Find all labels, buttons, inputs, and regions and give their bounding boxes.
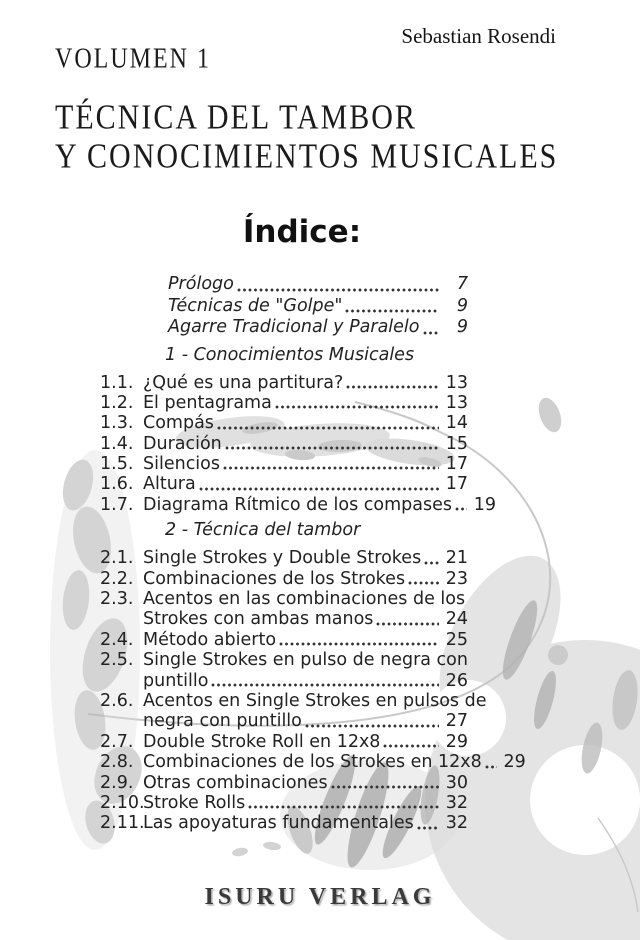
volume-label: VOLUMEN 1 <box>55 44 211 75</box>
entry-title: Silencios <box>143 454 220 475</box>
author-name: Sebastian Rosendi <box>401 24 556 48</box>
front-matter-entry <box>168 274 468 296</box>
dot-leader <box>408 581 439 585</box>
front-matter-list <box>100 274 468 339</box>
toc-entry-row <box>100 393 468 413</box>
entry-page-number: 19 <box>473 494 497 515</box>
dot-leader <box>424 561 439 565</box>
table-of-contents <box>100 274 526 834</box>
dot-leader <box>331 785 439 789</box>
entry-page-number: 14 <box>445 413 468 434</box>
entry-number: 1.3. <box>100 413 134 434</box>
entry-title: ¿Qué es una partitura? <box>143 372 344 393</box>
dot-leader <box>485 765 497 769</box>
dot-leader <box>346 385 439 389</box>
entry-title: Combinaciones de los Strokes en 12x8 <box>143 752 482 773</box>
dot-leader <box>455 507 467 511</box>
entry-title: Agarre Tradicional y Paralelo <box>168 317 420 337</box>
toc-entry-row <box>100 630 468 650</box>
entry-page-number: 26 <box>445 670 468 691</box>
dot-leader <box>223 466 439 470</box>
entry-page-number: 30 <box>445 772 468 793</box>
toc-entry-row <box>100 711 468 731</box>
entry-number: 2.9. <box>100 772 134 793</box>
book-title <box>55 98 558 176</box>
dot-leader <box>383 744 439 748</box>
dot-leader <box>211 683 439 687</box>
entry-number: 1.6. <box>100 474 134 495</box>
toc-entry-row <box>100 569 468 589</box>
dot-leader <box>305 724 439 728</box>
entry-number: 1.4. <box>100 433 134 454</box>
entry-page-number: 27 <box>445 711 468 732</box>
toc-entry-row <box>100 454 468 474</box>
entry-page-number: 13 <box>445 372 468 393</box>
entry-title: Diagrama Rítmico de los compases <box>143 494 453 515</box>
entry-page-number: 25 <box>445 629 468 650</box>
toc-entry-row <box>100 548 468 568</box>
dot-leader <box>279 642 439 646</box>
entry-page-number: 29 <box>503 752 526 773</box>
toc-entry-row <box>100 609 468 629</box>
dot-leader <box>376 622 439 626</box>
toc-entry-row <box>100 373 468 393</box>
entry-number: 2.10. <box>100 792 145 813</box>
entry-page-number: 32 <box>445 813 468 834</box>
entry-page-number: 17 <box>445 454 468 475</box>
entry-page-number: 9 <box>456 317 468 337</box>
book-title-line1: TÉCNICA DEL TAMBOR <box>55 98 417 137</box>
entry-page-number: 9 <box>456 295 468 316</box>
dot-leader <box>237 288 439 292</box>
toc-entry-row <box>100 474 468 494</box>
entry-page-number: 29 <box>445 731 468 752</box>
section-entry-list <box>100 372 497 516</box>
toc-entry-row <box>100 494 497 515</box>
publisher-logo: ISURU VERLAG <box>204 884 436 910</box>
entry-title: Double Stroke Roll en 12x8 <box>143 731 381 752</box>
entry-title: Acentos en Single Strokes en pulsos de <box>143 690 487 711</box>
dot-leader <box>199 487 439 491</box>
entry-title: Combinaciones de los Strokes <box>143 568 406 589</box>
toc-entry-row <box>100 650 468 670</box>
entry-title: puntillo <box>143 670 209 691</box>
entry-number: 1.2. <box>100 392 134 413</box>
entry-title: Prólogo <box>168 274 234 294</box>
entry-title: Otras combinaciones <box>143 772 328 793</box>
toc-entry-row <box>100 671 468 691</box>
entry-title: Stroke Rolls <box>143 792 246 813</box>
entry-number: 2.11. <box>100 813 145 834</box>
dot-leader <box>225 446 439 450</box>
entry-number: 2.7. <box>100 731 134 752</box>
book-title-line2: Y CONOCIMIENTOS MUSICALES <box>55 136 559 176</box>
entry-page-number: 13 <box>445 392 468 413</box>
entry-page-number: 17 <box>445 474 468 495</box>
toc-entry-row <box>100 752 526 773</box>
entry-title: Duración <box>143 433 222 454</box>
toc-sections <box>100 344 526 834</box>
entry-number: 2.1. <box>100 548 134 569</box>
entry-number: 2.3. <box>100 589 134 610</box>
section-heading: 2 - Técnica del tambor <box>165 520 361 541</box>
entry-title: Single Strokes y Double Strokes <box>143 548 422 569</box>
toc-entry-row <box>100 413 468 433</box>
entry-title: Método abierto <box>143 629 277 650</box>
entry-title: El pentagrama <box>143 392 272 413</box>
entry-title: Técnicas de "Golpe" <box>168 295 343 316</box>
entry-number: 2.6. <box>100 690 134 711</box>
entry-page-number: 24 <box>445 609 468 630</box>
dot-leader <box>423 331 440 335</box>
index-heading: Índice: <box>242 214 362 250</box>
entry-title: Single Strokes en pulso de negra con <box>143 650 468 671</box>
front-matter-entry <box>168 296 468 318</box>
toc-entry-row <box>100 434 468 454</box>
dot-leader <box>345 309 439 313</box>
entry-number: 2.5. <box>100 650 134 671</box>
entry-title: Strokes con ambas manos <box>143 609 374 630</box>
entry-number: 1.1. <box>100 372 134 393</box>
toc-entry-row <box>100 732 468 752</box>
section-heading: 1 - Conocimientos Musicales <box>165 344 415 365</box>
entry-page-number: 32 <box>445 792 468 813</box>
entry-title: Compás <box>143 413 214 434</box>
entry-title: Acentos en las combinaciones de los <box>143 589 466 610</box>
front-matter-entry <box>168 317 468 339</box>
toc-entry-row <box>100 690 487 711</box>
entry-title: Las apoyaturas fundamentales <box>143 813 414 834</box>
dot-leader <box>217 426 439 430</box>
section-entry-list <box>100 548 526 834</box>
entry-page-number: 21 <box>445 548 468 569</box>
entry-page-number: 23 <box>445 568 468 589</box>
entry-title: Altura <box>143 474 196 495</box>
toc-entry-row <box>100 813 468 833</box>
entry-number: 1.5. <box>100 454 134 475</box>
toc-entry-row <box>100 773 468 793</box>
toc-entry-row <box>100 589 468 609</box>
entry-number: 2.2. <box>100 568 134 589</box>
toc-entry-row <box>100 793 468 813</box>
dot-leader <box>248 805 439 809</box>
entry-page-number: 7 <box>456 274 468 294</box>
entry-number: 1.7. <box>100 494 134 515</box>
entry-number: 2.4. <box>100 629 134 650</box>
entry-title: negra con puntillo <box>143 711 302 732</box>
dot-leader <box>417 826 439 830</box>
dot-leader <box>275 405 439 409</box>
entry-page-number: 15 <box>445 433 468 454</box>
entry-number: 2.8. <box>100 752 134 773</box>
